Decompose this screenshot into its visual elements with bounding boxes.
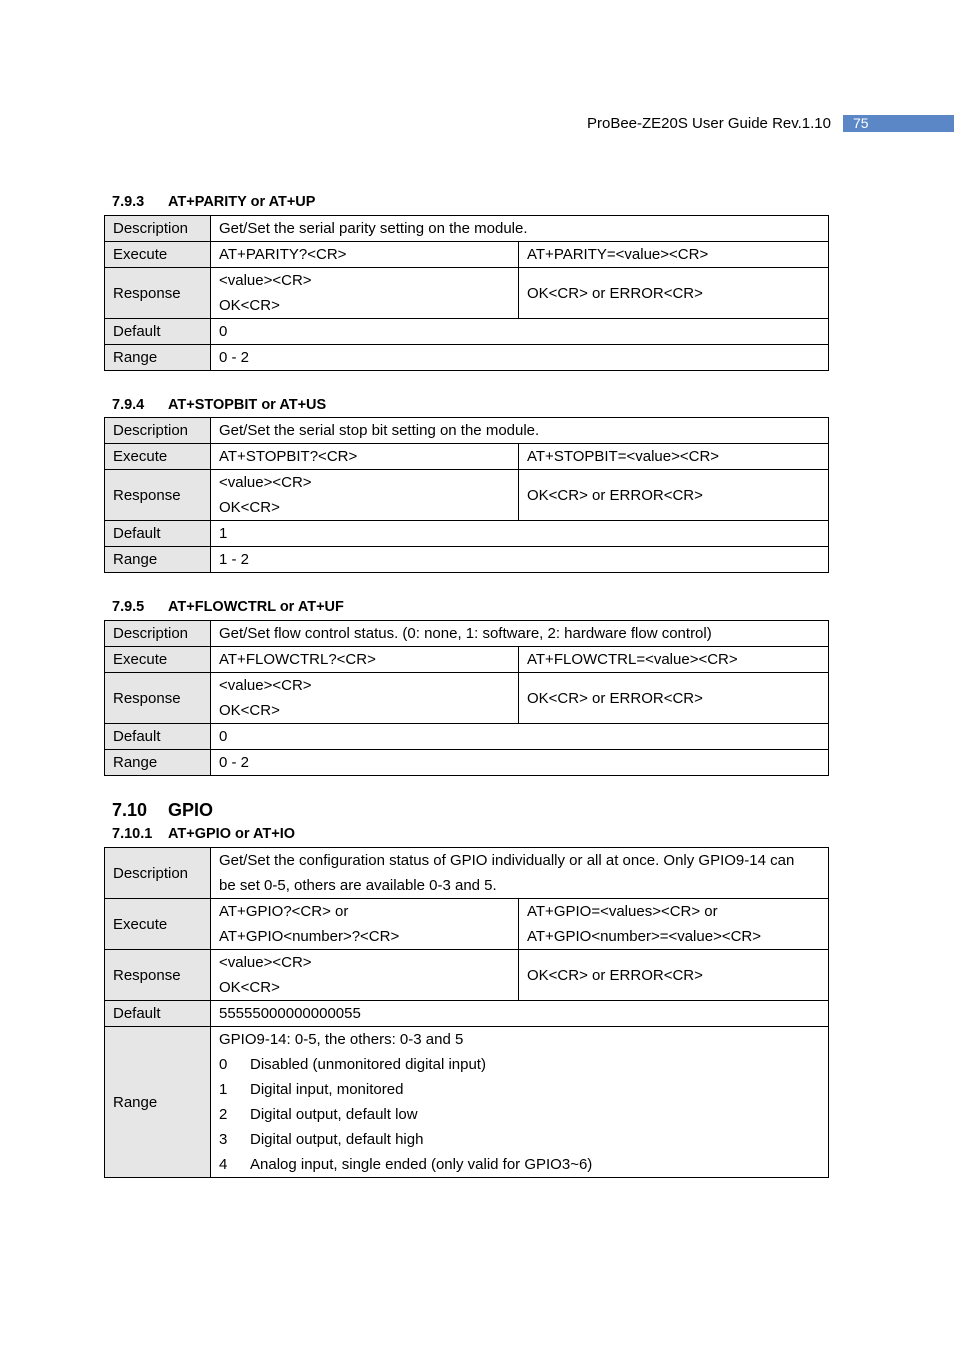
table-row — [105, 647, 829, 673]
table-row — [105, 242, 829, 268]
description-line: be set 0-5, others are available 0-3 and 5. — [219, 877, 497, 894]
response-line: OK<CR> — [219, 297, 280, 314]
range-item — [219, 1077, 828, 1102]
response-line: <value><CR> — [219, 677, 312, 694]
response-line: <value><CR> — [219, 272, 312, 289]
default-cell: 1 — [211, 521, 829, 547]
response-line: OK<CR> — [219, 979, 280, 996]
table-row — [105, 319, 829, 345]
range-item-number: 1 — [219, 1081, 228, 1098]
execute-query-cell: AT+STOPBIT?<CR> — [211, 444, 519, 470]
section-heading-7-9-4 — [112, 397, 326, 413]
range-item-text: Digital input, monitored — [250, 1081, 404, 1098]
table-row — [105, 521, 829, 547]
section-title: AT+PARITY or AT+UP — [168, 194, 316, 210]
section-number: 7.9.4 — [112, 397, 145, 413]
range-item — [219, 1152, 828, 1177]
table-row — [105, 1027, 829, 1178]
execute-query-cell: AT+FLOWCTRL?<CR> — [211, 647, 519, 673]
description-cell: Get/Set the serial parity setting on the module. — [211, 216, 829, 242]
command-table-parity — [104, 215, 829, 371]
table-row — [105, 950, 829, 1001]
table-row — [105, 547, 829, 573]
range-item-number: 4 — [219, 1156, 228, 1173]
execute-set-cell: AT+PARITY=<value><CR> — [519, 242, 829, 268]
table-row — [105, 470, 829, 521]
row-label: Description — [105, 621, 211, 647]
response-query-cell — [211, 950, 519, 1001]
range-cell — [211, 1027, 829, 1178]
command-table-flowctrl — [104, 620, 829, 776]
response-query-cell — [211, 673, 519, 724]
default-cell: 0 — [211, 319, 829, 345]
section-heading-7-9-3 — [112, 194, 315, 210]
response-set-cell: OK<CR> or ERROR<CR> — [519, 673, 829, 724]
response-query-cell — [211, 268, 519, 319]
section-title: AT+FLOWCTRL or AT+UF — [168, 599, 344, 615]
execute-set-cell: AT+STOPBIT=<value><CR> — [519, 444, 829, 470]
range-item-number: 3 — [219, 1131, 228, 1148]
row-label: Response — [105, 950, 211, 1001]
row-label: Default — [105, 724, 211, 750]
range-item — [219, 1127, 828, 1152]
range-cell: 1 - 2 — [211, 547, 829, 573]
document-title: ProBee-ZE20S User Guide Rev.1.10 — [586, 115, 831, 132]
row-label: Execute — [105, 444, 211, 470]
section-number: 7.10.1 — [112, 826, 153, 842]
response-set-cell: OK<CR> or ERROR<CR> — [519, 268, 829, 319]
description-cell — [211, 848, 829, 899]
description-cell: Get/Set flow control status. (0: none, 1: software, 2: hardware flow control) — [211, 621, 829, 647]
row-label: Range — [105, 1027, 211, 1178]
section-heading-7-10-1 — [112, 826, 295, 842]
table-row — [105, 724, 829, 750]
chapter-heading-gpio — [112, 800, 213, 821]
description-cell: Get/Set the serial stop bit setting on the module. — [211, 418, 829, 444]
row-label: Description — [105, 418, 211, 444]
range-intro: GPIO9-14: 0-5, the others: 0-3 and 5 — [219, 1031, 464, 1048]
execute-line: AT+GPIO<number>=<value><CR> — [527, 928, 762, 945]
row-label: Default — [105, 1001, 211, 1027]
execute-set-cell — [519, 899, 829, 950]
execute-query-cell: AT+PARITY?<CR> — [211, 242, 519, 268]
default-cell: 0 — [211, 724, 829, 750]
execute-set-cell: AT+FLOWCTRL=<value><CR> — [519, 647, 829, 673]
table-row — [105, 268, 829, 319]
range-item-text: Digital output, default high — [250, 1131, 424, 1148]
table-row — [105, 345, 829, 371]
row-label: Execute — [105, 242, 211, 268]
response-line: OK<CR> — [219, 702, 280, 719]
command-table-gpio — [104, 847, 829, 1178]
table-row — [105, 899, 829, 950]
row-label: Range — [105, 345, 211, 371]
table-row — [105, 444, 829, 470]
table-row — [105, 1001, 829, 1027]
row-label: Range — [105, 547, 211, 573]
row-label: Response — [105, 673, 211, 724]
section-title: AT+GPIO or AT+IO — [168, 826, 296, 842]
response-set-cell: OK<CR> or ERROR<CR> — [519, 950, 829, 1001]
row-label: Default — [105, 521, 211, 547]
table-row — [105, 750, 829, 776]
description-line: Get/Set the configuration status of GPIO individually or all at once. Only GPIO9-14 can — [219, 852, 795, 869]
execute-line: AT+GPIO<number>?<CR> — [219, 928, 400, 945]
row-label: Response — [105, 470, 211, 521]
execute-line: AT+GPIO?<CR> or — [219, 903, 349, 920]
execute-line: AT+GPIO=<values><CR> or — [527, 903, 718, 920]
range-item-text: Analog input, single ended (only valid for GPIO3~6) — [250, 1156, 593, 1173]
row-label: Range — [105, 750, 211, 776]
range-item-text: Digital output, default low — [250, 1106, 418, 1123]
page-header — [0, 114, 954, 134]
range-item-number: 2 — [219, 1106, 228, 1123]
response-set-cell: OK<CR> or ERROR<CR> — [519, 470, 829, 521]
row-label: Response — [105, 268, 211, 319]
section-heading-7-9-5 — [112, 599, 344, 615]
range-item-number: 0 — [219, 1056, 228, 1073]
range-item — [219, 1052, 828, 1077]
table-row — [105, 673, 829, 724]
table-row — [105, 216, 829, 242]
row-label: Execute — [105, 899, 211, 950]
section-number: 7.9.3 — [112, 194, 145, 210]
table-row — [105, 418, 829, 444]
range-cell: 0 - 2 — [211, 750, 829, 776]
section-title: GPIO — [168, 800, 214, 820]
command-table-stopbit — [104, 417, 829, 573]
response-line: <value><CR> — [219, 474, 312, 491]
page-number: 75 — [843, 115, 954, 132]
response-line: <value><CR> — [219, 954, 312, 971]
table-row — [105, 848, 829, 899]
response-query-cell — [211, 470, 519, 521]
response-line: OK<CR> — [219, 499, 280, 516]
range-item — [219, 1102, 828, 1127]
default-cell: 55555000000000055 — [211, 1001, 829, 1027]
row-label: Default — [105, 319, 211, 345]
row-label: Description — [105, 216, 211, 242]
range-cell: 0 - 2 — [211, 345, 829, 371]
section-number: 7.9.5 — [112, 599, 145, 615]
section-number: 7.10 — [112, 800, 148, 820]
row-label: Execute — [105, 647, 211, 673]
execute-query-cell — [211, 899, 519, 950]
range-item-text: Disabled (unmonitored digital input) — [250, 1056, 486, 1073]
table-row — [105, 621, 829, 647]
section-title: AT+STOPBIT or AT+US — [168, 397, 327, 413]
row-label: Description — [105, 848, 211, 899]
